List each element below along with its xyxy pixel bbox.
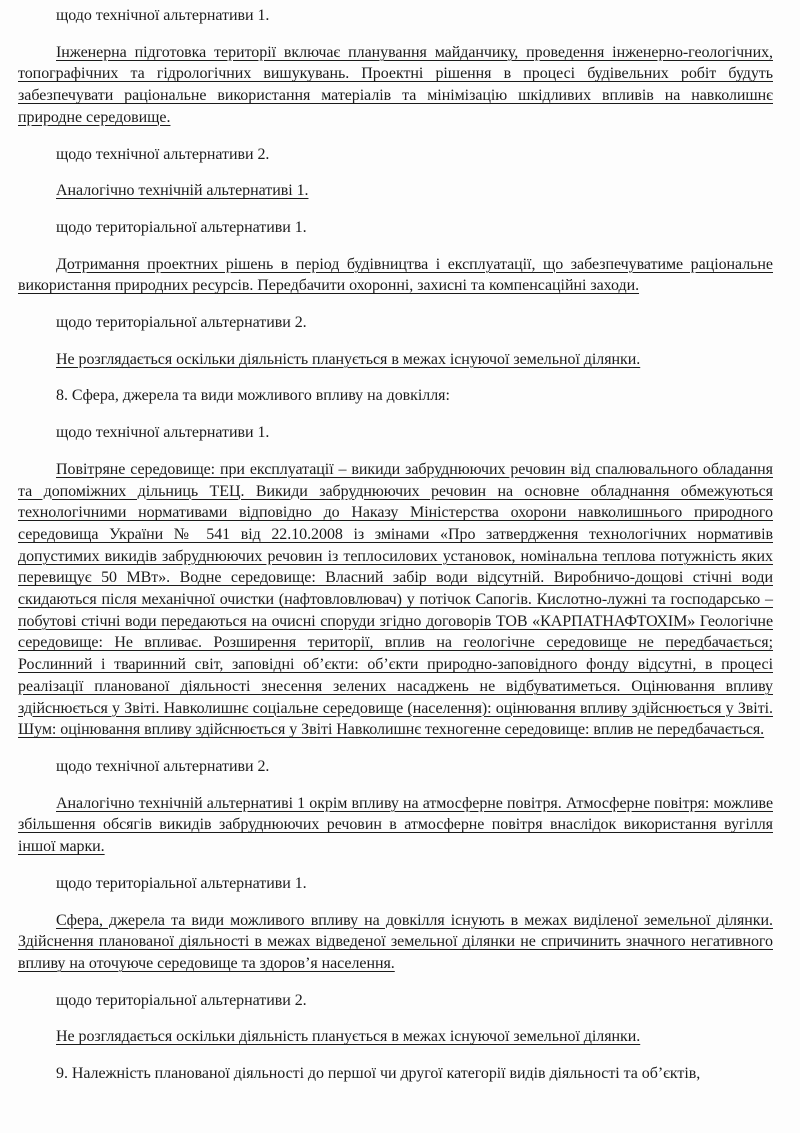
paragraph-11: Повітряне середовище: при експлуатації – викиди забруднюючих речовин від спалювального обладання та допоміжних дільниць ТЕЦ. Викиди забруднюючих речовин на основне обладнання обмежуються технологічними нормативами відповідно до Наказу Міністерства охорони навколишнього природного середовища України № 541 від 22.10.2008 із змінами «Про затвердження технологічних нормативів допустимих викидів забруднюючих речовин із теплосилових установок, номінальна теплова потужність яких перевищує 50 МВт». Водне середовище: Власний забір води відсутній. Виробничо-дощові стічні води скидаються після механічної очистки (нафтовловлювач) у потічок Сапогів. Кислотно-лужні та господарсько – побутові стічні води передаються на очисні споруди згідно договорів ТОВ «КАРПАТНАФТОХІМ» Геологічне середовище: Не впливає. Розширення території, вплив на геологічне середовище не передбачається; Рослинний і тваринний світ, заповідні об’єкти: об’єкти природно-заповідного фонду відсутні, в процесі реалізації планованої діяльності знесення зелених насаджень не відбуватиметься. Оцінювання впливу здійснюється у Звіті. Навколишнє соціальне середовище (населення): оцінювання впливу здійснюється у Звіті. Шум: оцінювання впливу здійснюється у Звіті Навколишнє техногенне середовище: вплив не передбачається. (18, 460, 773, 739)
paragraph-4: Аналогічно технічній альтернативі 1. (56, 182, 309, 200)
paragraph-5: щодо територіальної альтернативи 1. (56, 218, 307, 236)
paragraph-6: Дотримання проектних рішень в період будівництва і експлуатації, що забезпечуватиме раціональне використання природних ресурсів. Передбачити охоронні, захисні та компенсаційні заходи. (18, 255, 773, 295)
paragraph-8: Не розглядається оскільки діяльність планується в межах існуючої земельної ділянки. (56, 350, 641, 368)
paragraph-14: щодо територіальної альтернативи 1. (56, 874, 307, 892)
paragraph-10: щодо технічної альтернативи 1. (56, 424, 270, 442)
document-body (18, 5, 773, 1085)
paragraph-18: 9. Належність планованої діяльності до першої чи другої категорії видів діяльності та об’єктів, (56, 1065, 701, 1083)
paragraph-13: Аналогічно технічній альтернативі 1 окрім впливу на атмосферне повітря. Атмосферне повітря: можливе збільшення обсягів викидів забруднюючих речовин в атмосферне повітря внаслідок використання вугілля іншої марки. (18, 794, 773, 856)
paragraph-15: Сфера, джерела та види можливого впливу на довкілля існують в межах виділеної земельної ділянки. Здійснення планованої діяльності в межах відведеної земельної ділянки не спричинить значного негативного впливу на оточуюче середовище та здоров’я населення. (18, 911, 773, 972)
paragraph-7: щодо територіальної альтернативи 2. (56, 314, 307, 332)
paragraph-3: щодо технічної альтернативи 2. (56, 145, 270, 163)
paragraph-1: щодо технічної альтернативи 1. (56, 7, 270, 24)
paragraph-9: 8. Сфера, джерела та види можливого впливу на довкілля: (56, 387, 450, 405)
paragraph-17: Не розглядається оскільки діяльність планується в межах існуючої земельної ділянки. (56, 1028, 641, 1046)
paragraph-12: щодо технічної альтернативи 2. (56, 757, 270, 775)
paragraph-2: Інженерна підготовка території включає планування майданчику, проведення інженерно-геологічних, топографічних та гідрологічних вишукувань. Проектні рішення в процесі будівельних робіт будуть забезпечувати раціональне використання матеріалів та мінімізацію шкідливих впливів на навколишнє природне середовище. (18, 43, 773, 126)
paragraph-16: щодо територіальної альтернативи 2. (56, 991, 307, 1009)
